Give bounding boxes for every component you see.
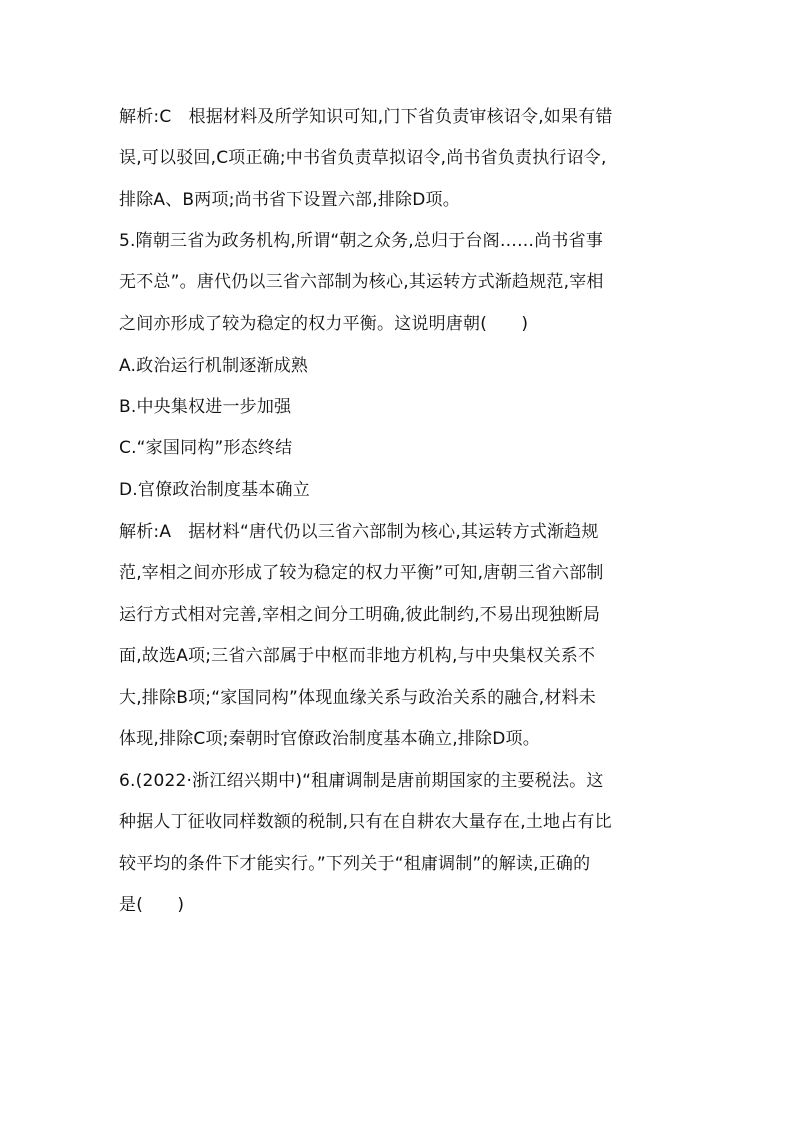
question-5-option-b: B.中央集权进一步加强 [119, 397, 292, 417]
question-5-option-c: C.“家国同构”形态终结 [119, 438, 293, 458]
question-6-line-4: 是( ) [119, 895, 185, 915]
question-5-line-3: 之间亦形成了较为稳定的权力平衡。这说明唐朝( ) [119, 314, 529, 334]
analysis-5-line-3: 运行方式相对完善,宰相之间分工明确,彼此制约,不易出现独断局 [119, 605, 601, 625]
question-5-line-2: 无不总”。唐代仍以三省六部制为核心,其运转方式渐趋规范,宰相 [119, 272, 604, 292]
analysis-4-line-1: 解析:C 根据材料及所学知识可知,门下省负责审核诏令,如果有错 [119, 107, 613, 127]
analysis-4-line-3: 排除A、B两项;尚书省下设置六部,排除D项。 [119, 190, 460, 210]
question-5-option-d: D.官僚政治制度基本确立 [119, 480, 310, 500]
question-6-line-1: 6.(2022·浙江绍兴期中)“租庸调制是唐前期国家的主要税法。这 [119, 771, 604, 791]
question-5-option-a: A.政治运行机制逐渐成熟 [119, 356, 309, 376]
analysis-5-line-1: 解析:A 据材料“唐代仍以三省六部制为核心,其运转方式渐趋规 [119, 522, 599, 542]
analysis-5-line-2: 范,宰相之间亦形成了较为稳定的权力平衡”可知,唐朝三省六部制 [119, 563, 604, 583]
analysis-5-line-5: 大,排除B项;“家国同构”体现血缘关系与政治关系的融合,材料未 [119, 688, 597, 708]
analysis-5-line-4: 面,故选A项;三省六部属于中枢而非地方机构,与中央集权关系不 [119, 646, 596, 666]
question-6-line-2: 种据人丁征收同样数额的税制,只有在自耕农大量存在,土地占有比 [119, 812, 612, 832]
analysis-5-line-6: 体现,排除C项;秦朝时官僚政治制度基本确立,排除D项。 [119, 729, 540, 749]
analysis-4-line-2: 误,可以驳回,C项正确;中书省负责草拟诏令,尚书省负责执行诏令, [119, 148, 607, 168]
question-5-line-1: 5.隋朝三省为政务机构,所谓“朝之众务,总归于台阁……尚书省事 [119, 231, 604, 251]
question-6-line-3: 较平均的条件下才能实行。”下列关于“租庸调制”的解读,正确的 [119, 854, 591, 874]
